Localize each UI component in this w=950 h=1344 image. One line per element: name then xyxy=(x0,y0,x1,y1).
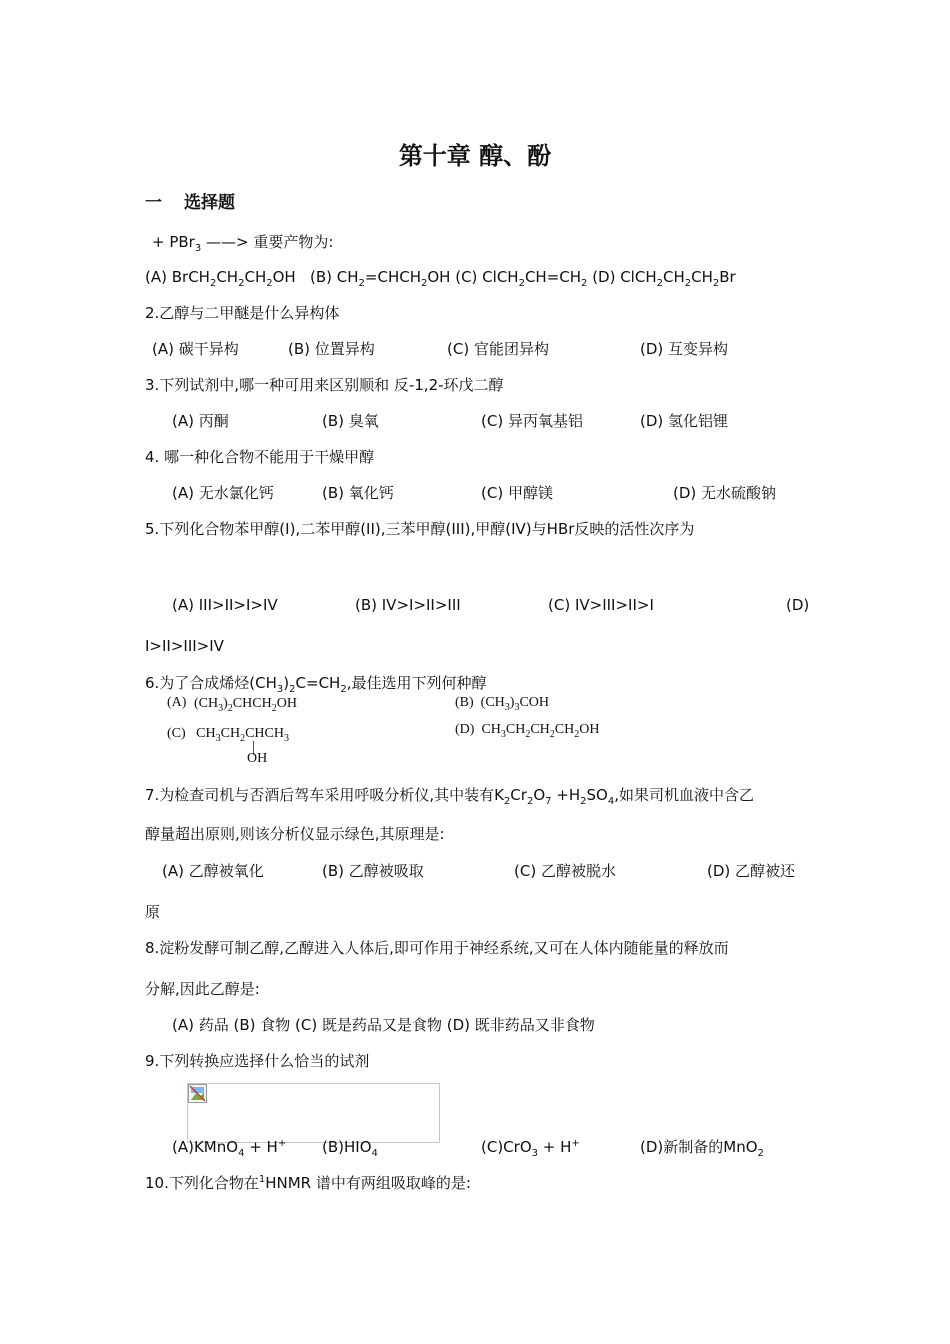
broken-image-icon xyxy=(188,1084,207,1103)
question-2-stem: 2.乙醇与二甲醚是什么异构体 xyxy=(145,304,340,322)
question-4-option-d: (D) 无水硫酸钠 xyxy=(673,484,777,502)
question-7-option-d: (D) 乙醇被还 xyxy=(707,862,796,880)
question-7-option-d-cont: 原 xyxy=(145,903,161,921)
question-7-stem-line2: 醇量超出原则,则该分析仪显示绿色,其原理是: xyxy=(145,825,445,843)
option-b: (B) $CH_2=CHCH_2OH$ xyxy=(310,268,451,289)
option-c: (C) $ClCH_2CH=CH_2$ xyxy=(455,268,588,289)
question-5-option-b: (B) IV>I>II>III xyxy=(355,596,461,614)
question-8-stem: 8.淀粉发酵可制乙醇,乙醇进入人体后,即可作用于神经系统,又可在人体内随能量的释放而 xyxy=(145,939,729,957)
question-3-option-a: (A) 丙酮 xyxy=(172,412,229,430)
question-5-option-a: (A) III>II>I>IV xyxy=(172,596,278,614)
question-4-option-a: (A) 无水氯化钙 xyxy=(172,484,274,502)
question-6-option-c-oh: OH xyxy=(247,751,268,766)
question-3-option-b: (B) 臭氧 xyxy=(322,412,379,430)
question-9-option-c: (C)CrO$_3$ + H+ xyxy=(481,1138,580,1159)
question-6-option-a-formula: $(CH_3)_2CHCH_2OH$ xyxy=(194,696,297,714)
reaction-image-placeholder xyxy=(187,1083,440,1143)
question-9-option-a: (A)KMnO$_4$ + H+ xyxy=(172,1138,287,1159)
section-heading xyxy=(145,194,235,212)
question-2-option-b: (B) 位置异构 xyxy=(288,340,375,358)
question-5-option-d-label: (D) xyxy=(786,596,810,614)
question-8-options: (A) 药品 (B) 食物 (C) 既是药品又是食物 (D) 既非药品又非食物 xyxy=(172,1016,595,1034)
question-1-stem: + PBr$_3$ ——> 重要产物为: xyxy=(152,233,334,254)
question-1-options xyxy=(145,268,736,289)
option-d: (D) $ClCH_2CH_2CH_2Br$ xyxy=(592,268,736,289)
question-4-option-c: (C) 甲醇镁 xyxy=(481,484,553,502)
question-2-option-c: (C) 官能团异构 xyxy=(447,340,549,358)
question-4-stem: 4. 哪一种化合物不能用于干燥甲醇 xyxy=(145,448,375,466)
question-4-option-b: (B) 氧化钙 xyxy=(322,484,394,502)
question-9-option-b: $(B)HIO_4$ xyxy=(322,1138,378,1159)
question-3-stem: 3.下列试剂中,哪一种可用来区别顺和 反-1,2-环戊二醇 xyxy=(145,376,504,394)
question-8-stem-line2: 分解,因此乙醇是: xyxy=(145,980,260,998)
question-6-stem: 6.为了合成烯烃$(CH_3)_2C=CH_2$,最佳选用下列何种醇 xyxy=(145,674,487,695)
question-6-option-b: (B) $(CH_3)_3COH$ xyxy=(455,695,550,713)
question-6-option-a: (A) xyxy=(167,695,187,710)
page-title: 第十章 醇、酚 xyxy=(398,142,552,170)
question-9-stem: 9.下列转换应选择什么恰当的试剂 xyxy=(145,1052,370,1070)
question-7-stem: 7.为检查司机与否酒后驾车采用呼吸分析仪,其中装有$K_2Cr_2O_7 +H_2SO_4$,如果司机血液中含乙 xyxy=(145,786,754,807)
section-label: 选择题 xyxy=(184,193,235,213)
question-5-option-d-value: I>II>III>IV xyxy=(145,637,224,655)
question-7-option-c: (C) 乙醇被脱水 xyxy=(514,862,616,880)
question-5-stem: 5.下列化合物苯甲醇(I),二苯甲醇(II),三苯甲醇(III),甲醇(IV)与HBr反映的活性次序为 xyxy=(145,520,695,538)
question-7-option-a: (A) 乙醇被氧化 xyxy=(162,862,264,880)
option-a: (A) $BrCH_2CH_2CH_2OH$ xyxy=(145,268,296,289)
question-10-stem: 10.下列化合物在$^1$HNMR 谱中有两组吸取峰的是: xyxy=(145,1174,471,1192)
question-3-option-c: (C) 异丙氧基铝 xyxy=(481,412,583,430)
section-number: 一 xyxy=(145,193,162,213)
question-7-option-b: (B) 乙醇被吸取 xyxy=(322,862,424,880)
question-6-option-c: (C) $CH_3CH_2CHCH_3$ xyxy=(167,726,289,744)
question-6-option-d: (D) $CH_3CH_2CH_2CH_2OH$ xyxy=(455,722,600,740)
question-2-option-a: (A) 碳干异构 xyxy=(152,340,239,358)
question-5-option-c: (C) IV>III>II>I xyxy=(548,596,654,614)
question-9-option-d: (D)新制备的MnO$_2$ xyxy=(640,1138,764,1159)
question-3-option-d: (D) 氢化铝锂 xyxy=(640,412,729,430)
question-2-option-d: (D) 互变异构 xyxy=(640,340,729,358)
